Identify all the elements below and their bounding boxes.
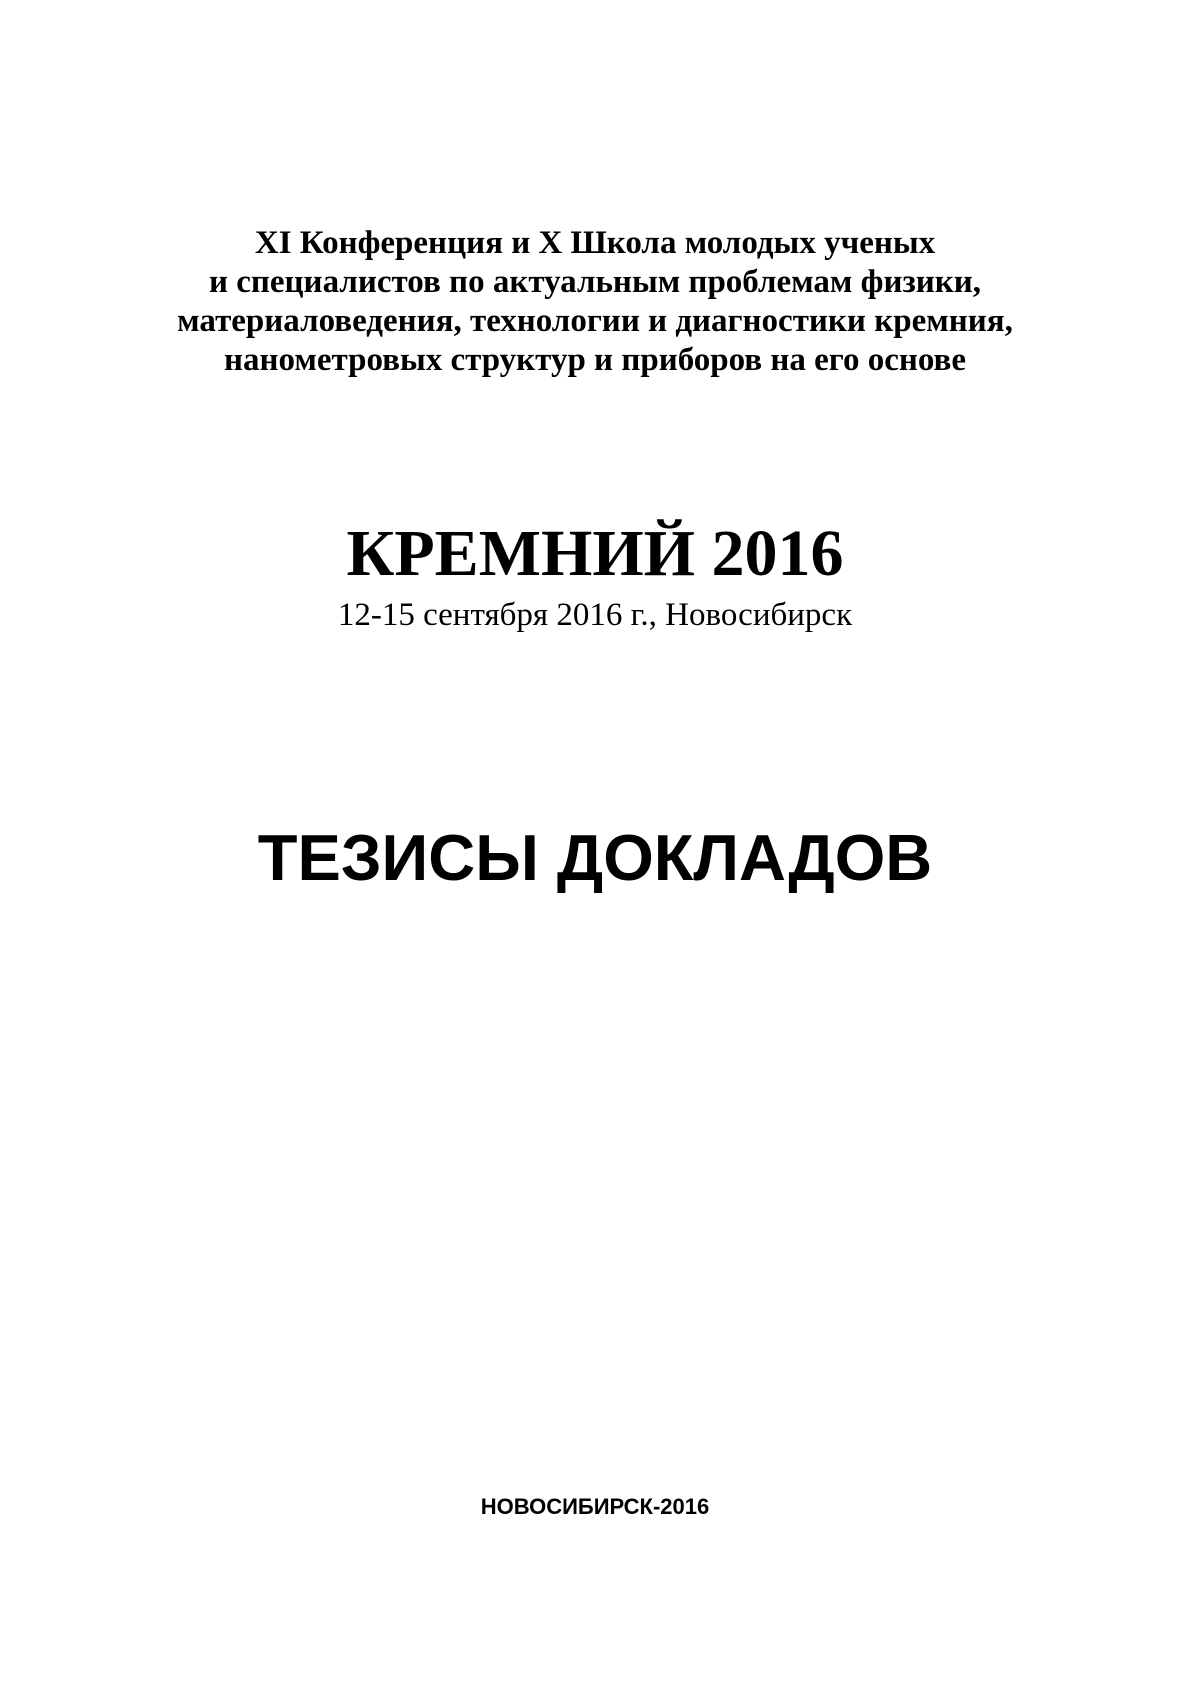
- conference-heading-line-2: и специалистов по актуальным проблемам физики,: [208, 264, 982, 300]
- event-title: КРЕМНИЙ 2016: [346, 517, 844, 590]
- conference-heading-line-3: материаловедения, технологии и диагностики кремния,: [177, 303, 1013, 339]
- imprint-city-year: НОВОСИБИРСК-2016: [480, 1494, 710, 1519]
- conference-heading-line-4: нанометровых структур и приборов на его основе: [223, 342, 967, 378]
- event-dates-place: 12-15 сентября 2016 г., Новосибирск: [337, 597, 853, 633]
- conference-heading: [0, 224, 1190, 380]
- document-type-title: ТЕЗИСЫ ДОКЛАДОВ: [257, 821, 933, 894]
- conference-heading-line-1: XI Конференция и X Школа молодых ученых: [254, 225, 936, 261]
